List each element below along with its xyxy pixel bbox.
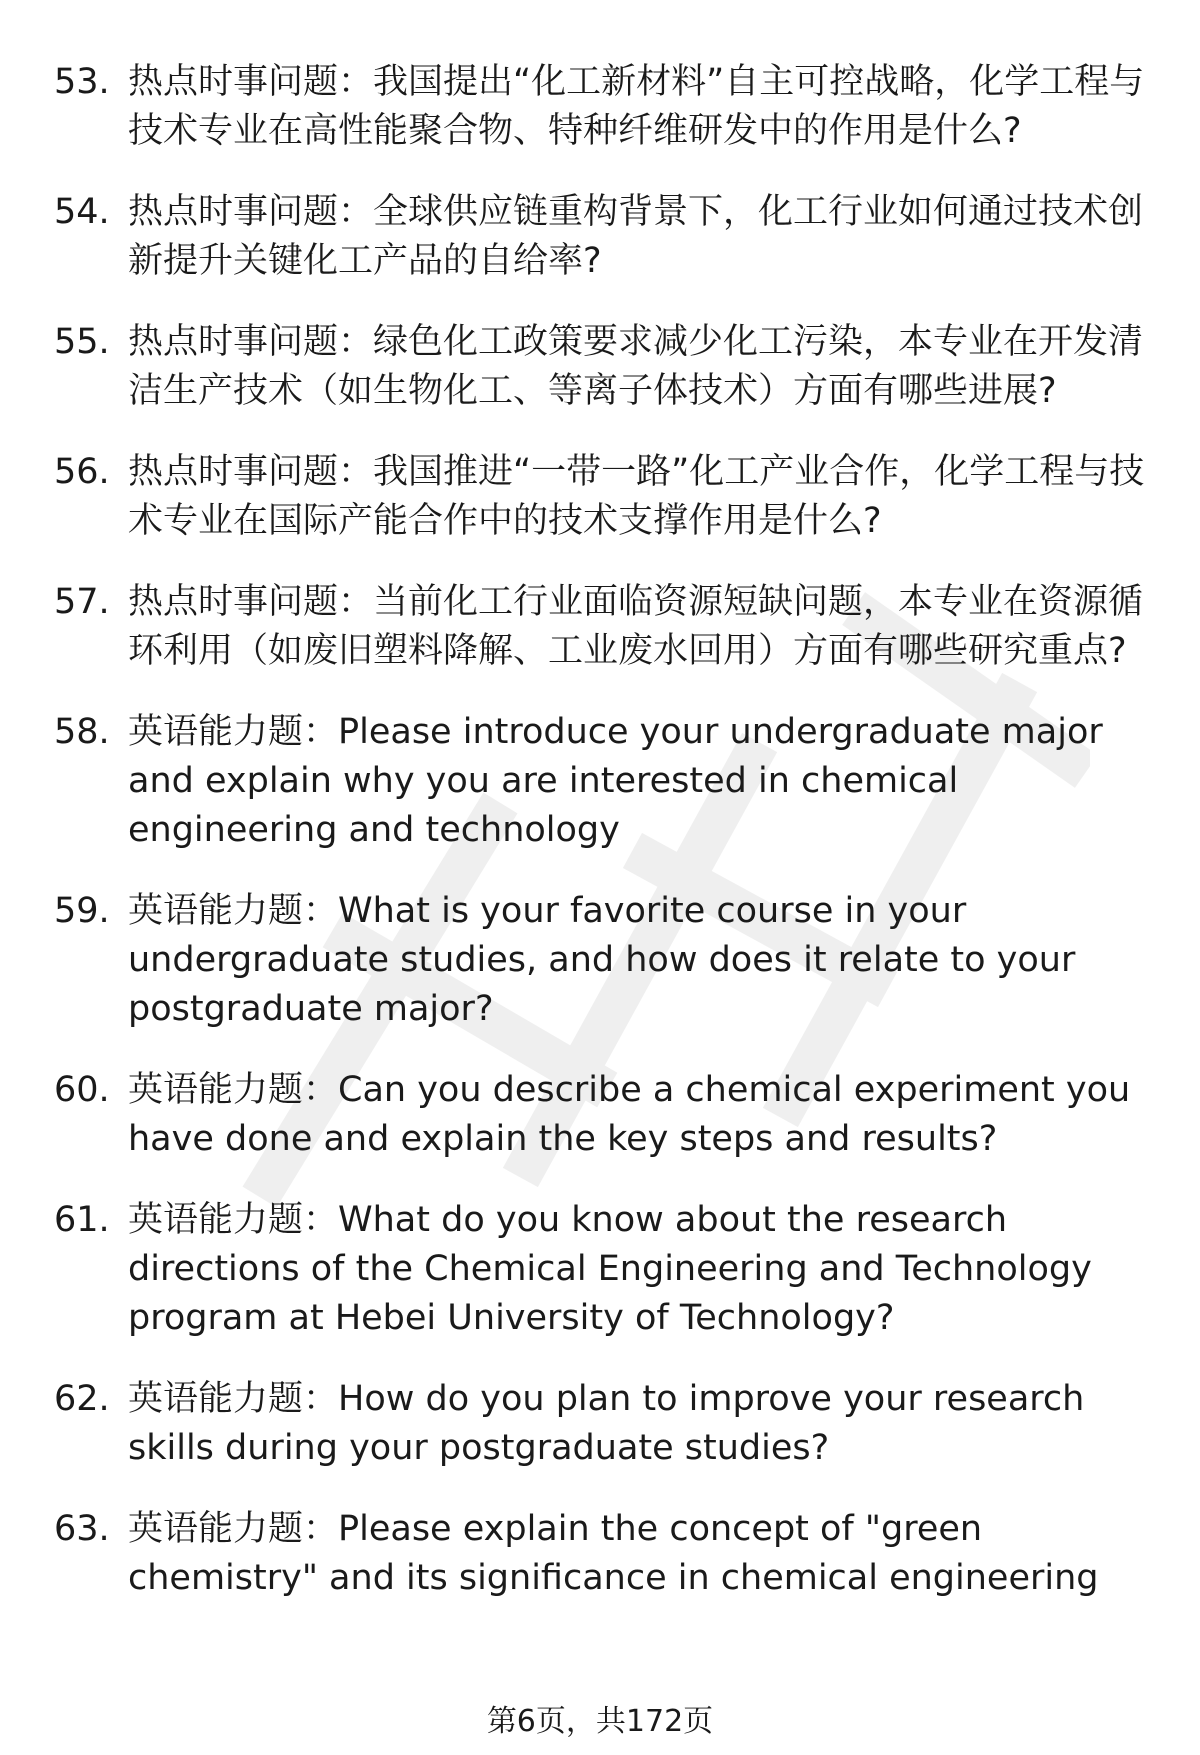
question-item (54, 1066, 1154, 1164)
question-number: 58. (54, 712, 110, 752)
question-body: How do you plan to improve your research skills during your postgraduate studies? (128, 1379, 1085, 1468)
question-item (54, 58, 1154, 156)
question-category: 热点时事问题： (128, 452, 374, 492)
question-text (128, 448, 1154, 546)
page-footer: 第6页，共172页 (486, 1704, 714, 1739)
question-category: 英语能力题： (128, 712, 339, 752)
question-category: 热点时事问题： (128, 582, 374, 622)
question-body: 绿色化工政策要求减少化工污染，本专业在开发清洁生产技术（如生物化工、等离子体技术）方面有哪些进展? (128, 322, 1144, 411)
question-number: 59. (54, 891, 110, 931)
question-item (54, 318, 1154, 416)
question-text (128, 887, 1154, 1034)
question-number: 54. (54, 192, 110, 232)
question-category: 英语能力题： (128, 1200, 339, 1240)
question-body: What do you know about the research directions of the Chemical Engineering and Technology program at Hebei University of Technology? (128, 1200, 1092, 1338)
question-text (128, 58, 1154, 156)
question-number: 55. (54, 322, 110, 362)
question-item (54, 578, 1154, 676)
question-text (128, 318, 1154, 416)
question-body: Please introduce your undergraduate major and explain why you are interested in chemical engineering and technology (128, 712, 1103, 850)
question-number: 56. (54, 452, 110, 492)
question-text (128, 188, 1154, 286)
question-number: 62. (54, 1379, 110, 1419)
question-number: 53. (54, 62, 110, 102)
question-body: What is your favorite course in your undergraduate studies, and how does it relate to your postgraduate major? (128, 891, 1076, 1029)
question-item (54, 188, 1154, 286)
question-body: Please explain the concept of "green chemistry" and its significance in chemical engineering (128, 1509, 1099, 1598)
question-category: 英语能力题： (128, 1509, 339, 1549)
question-text (128, 1505, 1154, 1603)
question-item (54, 887, 1154, 1034)
question-body: 全球供应链重构背景下，化工行业如何通过技术创新提升关键化工产品的自给率? (128, 192, 1144, 281)
question-list (54, 58, 1154, 1635)
question-category: 英语能力题： (128, 1070, 339, 1110)
question-item (54, 1196, 1154, 1343)
question-body: Can you describe a chemical experiment you have done and explain the key steps and results? (128, 1070, 1131, 1159)
question-number: 61. (54, 1200, 110, 1240)
question-body: 我国推进“一带一路”化工产业合作，化学工程与技术专业在国际产能合作中的技术支撑作用是什么? (128, 452, 1145, 541)
question-text (128, 1375, 1154, 1473)
question-item (54, 1505, 1154, 1603)
question-text (128, 1066, 1154, 1164)
question-text (128, 1196, 1154, 1343)
question-text (128, 578, 1154, 676)
question-category: 热点时事问题： (128, 192, 374, 232)
question-number: 63. (54, 1509, 110, 1549)
question-number: 57. (54, 582, 110, 622)
question-category: 英语能力题： (128, 891, 339, 931)
question-item (54, 1375, 1154, 1473)
question-text (128, 708, 1154, 855)
question-category: 热点时事问题： (128, 62, 374, 102)
question-item (54, 708, 1154, 855)
question-category: 热点时事问题： (128, 322, 374, 362)
question-category: 英语能力题： (128, 1379, 339, 1419)
question-number: 60. (54, 1070, 110, 1110)
question-body: 我国提出“化工新材料”自主可控战略，化学工程与技术专业在高性能聚合物、特种纤维研发中的作用是什么? (128, 62, 1145, 151)
question-item (54, 448, 1154, 546)
question-body: 当前化工行业面临资源短缺问题，本专业在资源循环利用（如废旧塑料降解、工业废水回用）方面有哪些研究重点? (128, 582, 1144, 671)
